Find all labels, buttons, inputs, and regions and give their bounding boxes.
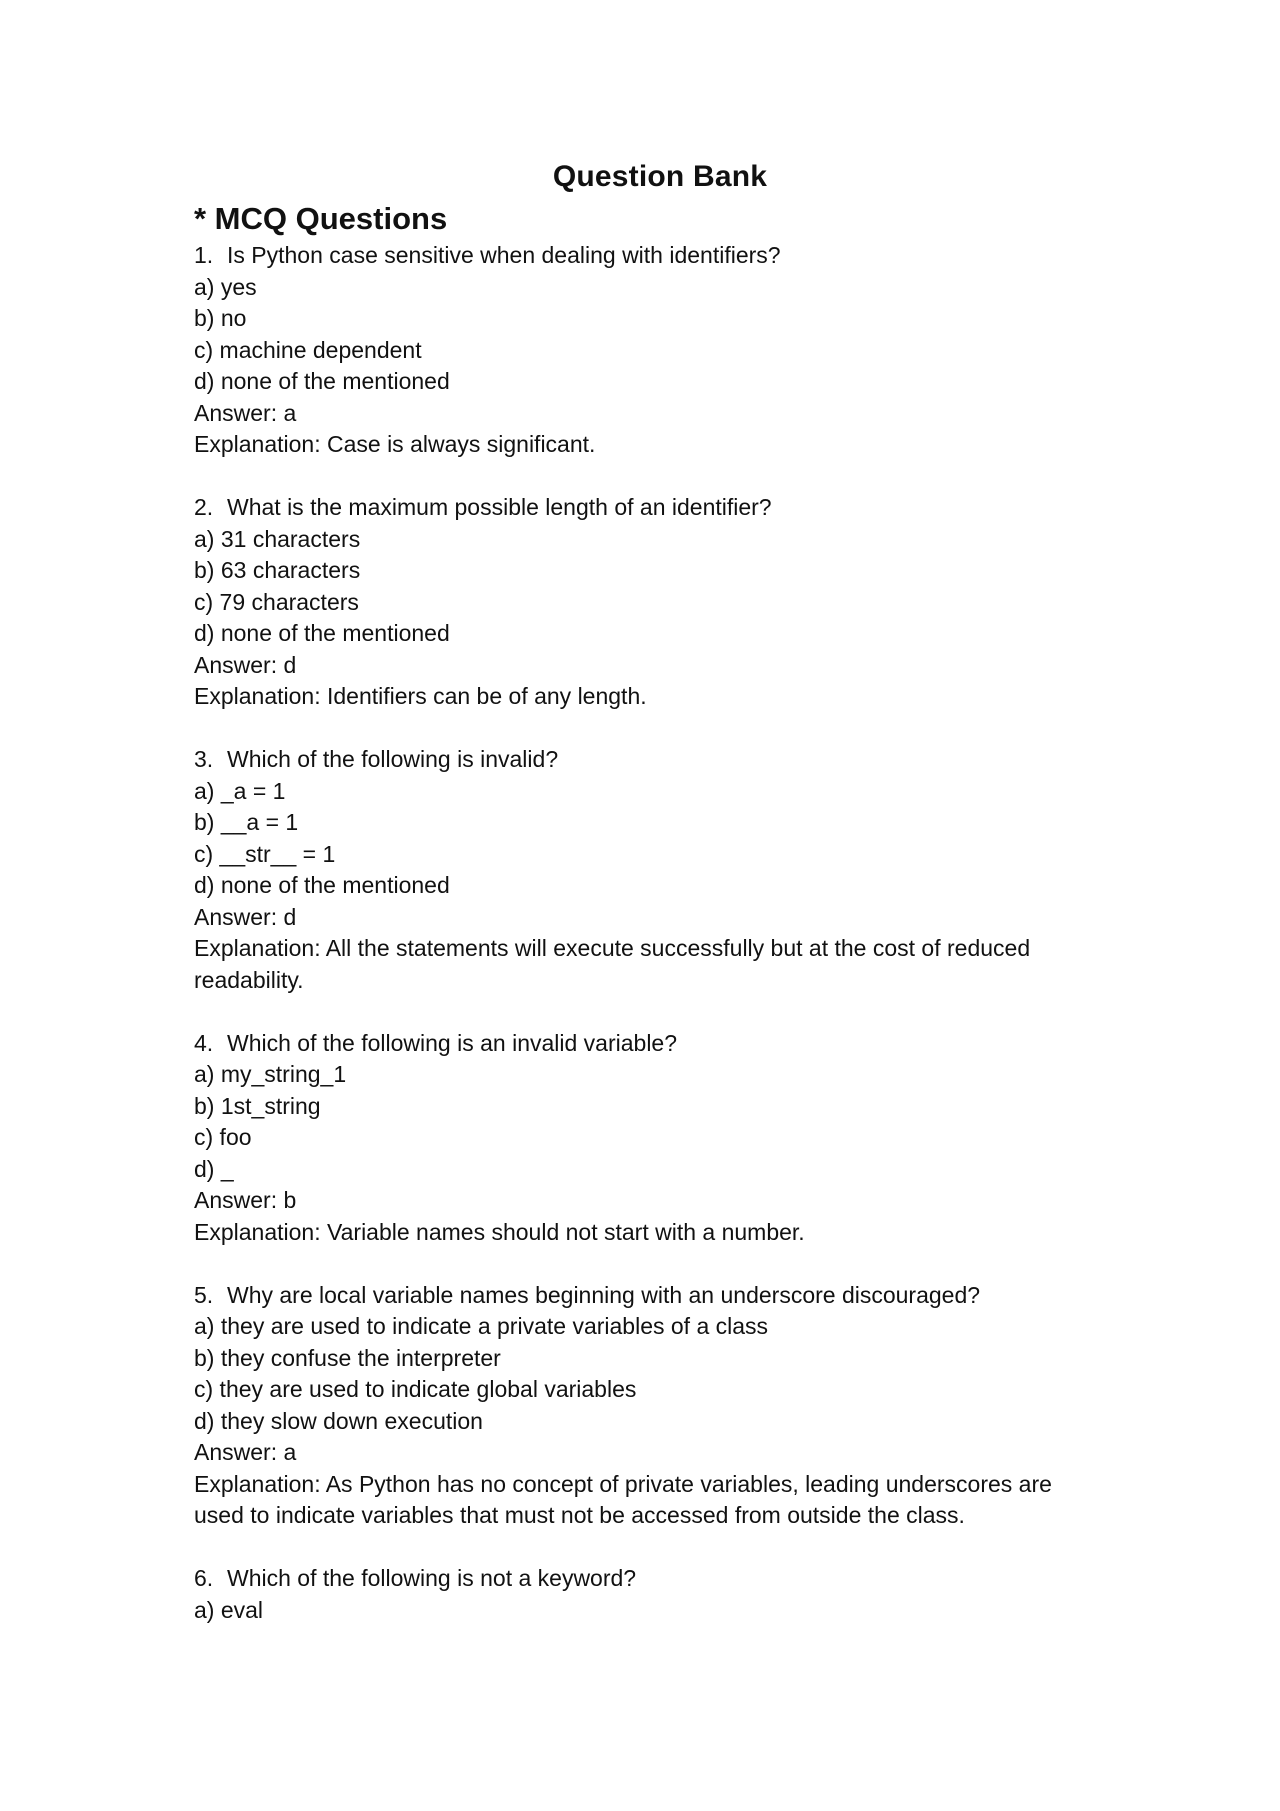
option-a: a) my_string_1 [194,1061,347,1087]
answer: Answer: a [194,1439,297,1465]
question-number: 5. [194,1281,214,1308]
option-c: c) __str__ = 1 [194,840,336,867]
question-stem [194,240,1094,272]
answer: Answer: b [194,1187,297,1213]
option-c: c) 79 characters [194,588,359,615]
explanation: Explanation: Identifiers can be of any length. [194,683,647,709]
option-d: d) _ [194,1155,234,1182]
question-4 [194,1028,1094,1249]
option-c: c) foo [194,1124,252,1150]
explanation: Explanation: All the statements will execute successfully but at the cost of reduced readability. [194,935,1037,993]
option-b: b) they confuse the interpreter [194,1344,501,1371]
question-stem [194,744,1094,776]
question-3 [194,744,1094,996]
question-stem [194,1028,1094,1060]
question-5 [194,1280,1094,1532]
explanation: Explanation: Variable names should not start with a number. [194,1218,805,1245]
section-heading: * MCQ Questions [194,201,448,236]
explanation: Explanation: Case is always significant. [194,431,596,457]
option-b: b) 1st_string [194,1092,321,1119]
option-b: b) no [194,305,247,331]
option-a: a) eval [194,1596,264,1623]
question-number: 2. [194,494,214,520]
question-text: Which of the following is an invalid variable? [227,1029,678,1056]
question-stem [194,1280,1094,1312]
question-number: 1. [194,242,214,268]
option-a: a) _a = 1 [194,777,286,804]
option-a: a) yes [194,273,257,300]
question-2 [194,492,1094,713]
question-text: Is Python case sensitive when dealing with identifiers? [227,242,781,268]
option-c: c) machine dependent [194,336,422,363]
question-number: 6. [194,1565,214,1591]
question-text: Which of the following is not a keyword? [227,1565,637,1591]
answer: Answer: d [194,651,297,678]
option-a: a) they are used to indicate a private variables of a class [194,1313,769,1339]
explanation: Explanation: As Python has no concept of private variables, leading underscores are used to indicate variables that must not be accessed from outside the class. [194,1470,1059,1528]
option-b: b) __a = 1 [194,809,299,835]
option-d: d) none of the mentioned [194,620,450,646]
question-text: What is the maximum possible length of an identifier? [227,494,772,520]
document-title: Question Bank [552,160,768,193]
question-number: 3. [194,746,214,772]
option-b: b) 63 characters [194,557,361,583]
question-text: Which of the following is invalid? [227,746,559,772]
option-d: d) they slow down execution [194,1407,483,1434]
answer: Answer: d [194,903,297,930]
option-c: c) they are used to indicate global variables [194,1376,637,1402]
question-list [194,240,1094,1658]
question-1 [194,240,1094,461]
option-d: d) none of the mentioned [194,368,450,394]
option-d: d) none of the mentioned [194,872,450,898]
question-6 [194,1563,1094,1626]
question-stem [194,1563,1094,1595]
question-text: Why are local variable names beginning with an underscore discouraged? [227,1281,981,1308]
question-stem [194,492,1094,524]
option-a: a) 31 characters [194,525,361,552]
question-number: 4. [194,1029,214,1056]
answer: Answer: a [194,399,297,426]
